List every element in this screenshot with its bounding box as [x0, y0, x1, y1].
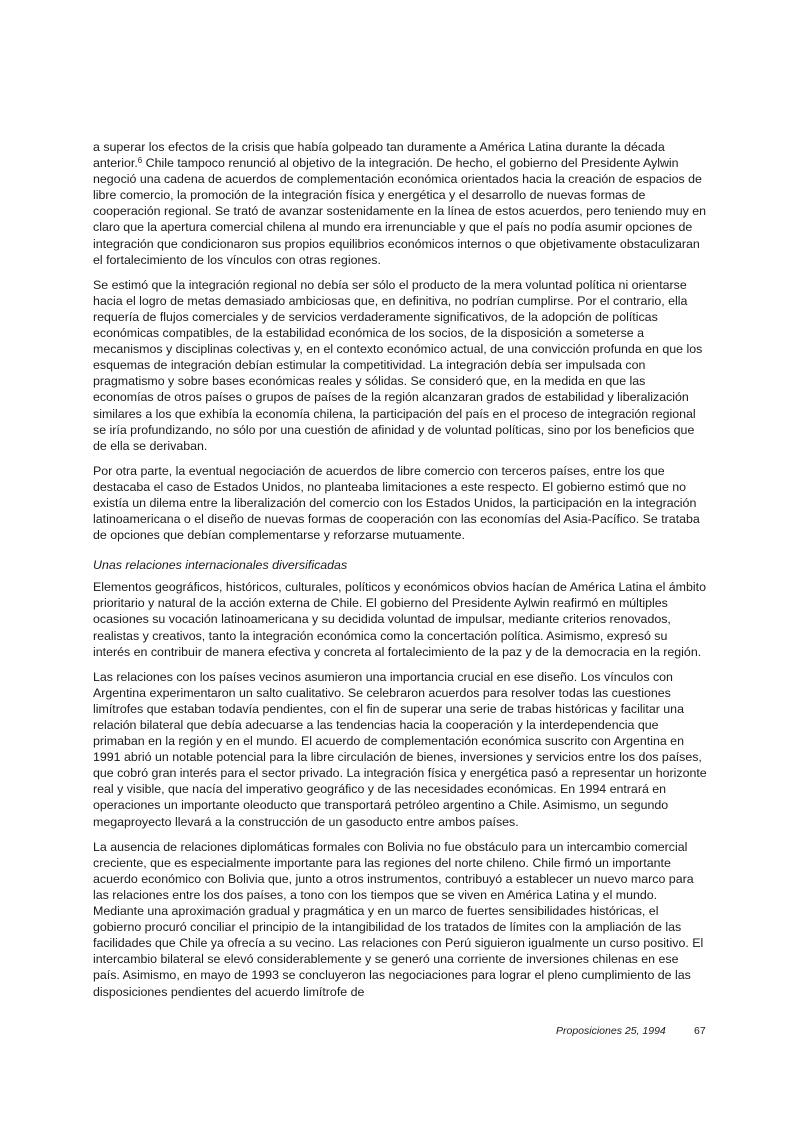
paragraph: Se estimó que la integración regional no debía ser sólo el producto de la mera voluntad política ni orientarse hacia el logro de metas demasiado ambiciosas que, en definitiva, no podrían cumplirse. Por el contrario, ella requería de flujos comerciales y de servicios verdaderamente significativos, de la adopción de políticas económicas compatibles, de la estabilidad económica de los socios, de la disposición a someterse a mecanismos y disciplinas colectivas y, en el contexto económico actual, de una convicción profunda en que los esquemas de integración debían estimular la competitividad. La integración debía ser impulsada con pragmatismo y sobre bases económicas reales y sólidas. Se consideró que, en la medida en que las economías de otros países o grupos de países de la región alcanzaran grados de estabilidad y liberalización similares a los que exhibía la economía chilena, la participación del país en el proceso de integración regional se iría profundizando, no sólo por una cuestión de afinidad y de voluntad políticas, sino por los beneficios que de ella se derivaban.	[93, 277, 703, 453]
page-number: 67	[694, 1025, 706, 1037]
paragraph: La ausencia de relaciones diplomáticas formales con Bolivia no fue obstáculo para un intercambio comercial creciente, que es especialmente importante para las regiones del norte chileno. Chile firmó un importante acuerdo económico con Bolivia que, junto a otros instrumentos, contribuyó a establecer un nuevo marco para las relaciones entre los dos países, a tono con los tiempos que se viven en América Latina y el mundo. Mediante una aproximación gradual y pragmática y en un marco de fuertes sensibilidades históricas, el gobierno procuró conciliar el principio de la intangibilidad de los tratados de límites con la ampliación de las facilidades que Chile ya ofrecía a su vecino. Las relaciones con Perú siguieron igualmente un curso positivo. El intercambio bilateral se elevó considerablemente y se generó una corriente de inversiones chilenas en ese país. Asimismo, en mayo de 1993 se concluyeron las negociaciones para lograr el pleno cumplimiento de las disposiciones pendientes del acuerdo limítrofe de	[93, 839, 704, 999]
journal-citation: Proposiciones 25, 1994	[556, 1025, 666, 1037]
paragraph: Por otra parte, la eventual negociación de acuerdos de libre comercio con terceros países, entre los que destacaba el caso de Estados Unidos, no planteaba limitaciones a este respecto. El gobierno estimó que no existía un dilema entre la liberalización del comercio con los Estados Unidos, la participación en la integración latinoamericana o el diseño de nuevas formas de cooperación con las economías del Asia-Pacífico. Se trataba de opciones que debían complementarse y reforzarse mutuamente.	[93, 463, 700, 543]
paragraph	[93, 139, 707, 268]
paragraph: Elementos geográficos, históricos, culturales, políticos y económicos obvios hacían de América Latina el ámbito prioritario y natural de la acción externa de Chile. El gobierno del Presidente Aylwin reafirmó en múltiples ocasiones su vocación latinoamericana y su decidida voluntad de impulsar, mediante criterios renovados, realistas y creativos, tanto la integración económica como la concertación política. Asimismo, expresó su interés en contribuir de manera efectiva y concreta al fortalecimiento de la paz y de la democracia en la región.	[93, 580, 706, 659]
section-heading: Unas relaciones internacionales diversificadas	[93, 558, 348, 573]
paragraph-text: a superar los efectos de la crisis que había golpeado tan duramente a América Latina durante la década anterior.	[93, 140, 665, 171]
paragraph: Las relaciones con los países vecinos asumieron una importancia crucial en ese diseño. Los vínculos con Argentina experimentaron un salto cualitativo. Se celebraron acuerdos para resolver todas las cuestiones limítrofes que estaban todavía pendientes, con el fin de superar una serie de trabas históricas y facilitar una relación bilateral que debía adecuarse a las tendencias hacia la cooperación y la interdependencia que primaban en la región y en el mundo. El acuerdo de complementación económica suscrito con Argentina en 1991 abrió un notable potencial para la libre circulación de bienes, inversiones y servicios entre los dos países, que cobró gran interés para el sector privado. La integración física y energética pasó a representar un horizonte real y visible, que nacía del imperativo geográfico y de las necesidades económicas. En 1994 entrará en operaciones un importante oleoducto que transportará petróleo argentino a Chile. Asimismo, un segundo megaproyecto llevará a la construcción de un gasoducto entre ambos países.	[93, 669, 707, 829]
footnote-marker: 6	[137, 156, 143, 166]
page-footer	[0, 1025, 800, 1041]
paragraph-text: Chile tampoco renunció al objetivo de la integración. De hecho, el gobierno del Presidente Aylwin negoció una cadena de acuerdos de complementación económica orientados hacia la creación de espacios de libre comercio, la promoción de la integración física y energética y el desarrollo de nuevas formas de cooperación regional. Se trató de avanzar sostenidamente en la línea de estos acuerdos, pero teniendo muy en claro que la apertura comercial chilena al mundo era irrenunciable y que el país no podía asumir opciones de integración que condicionaron sus propios equilibrios económicos internos o que objetivamente obstaculizaran el fortalecimiento de los vínculos con otras regiones.	[93, 156, 707, 267]
body-text	[93, 139, 707, 1009]
